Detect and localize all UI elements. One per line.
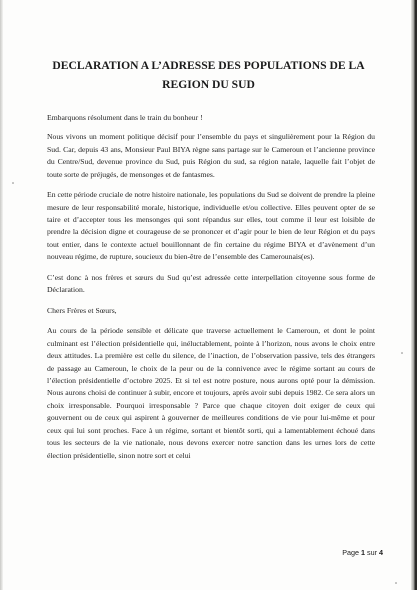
footer-of-word: sur <box>367 548 377 557</box>
paragraph: Au cours de la période sensible et délicate que traverse actuellement le Cameroun, et dont le point culminant est l’élection présidentielle qui, inéluctablement, pointe à l’horizon, nous avons le choix entre deux attitudes. La première est celle du silence, de l’inaction, de l’observation passive, tels des étrangers de passage au Cameroun, le choix de la peur ou de la connivence avec le régime sortant au cours de l’élection présidentielle d’octobre 2025. Et si tel est notre posture, nous aurons opté pour la démission. Nous aurons choisi de continuer à subir, encore et toujours, après avoir subi depuis 1982. Ce sera alors un choix irresponsable. Pourquoi irresponsable ? Parce que chaque citoyen doit exiger de ceux qui gouvernent ou de ceux qui aspirent à gouverner de meilleures conditions de vie pour lui-même et pour ceux qui lui sont proches. Face à un régime, sortant et bientôt sorti, qui a lamentablement échoué dans tous les secteurs de la vie nationale, nous devons exercer notre sanction dans les urnes lors de cette élection présidentielle, sinon notre sort et celui <box>47 326 375 460</box>
paragraph: C’est donc à nos frères et sœurs du Sud qu’est adressée cette interpellation citoyenne sous forme de Déclaration. <box>47 272 375 295</box>
document-body <box>47 112 375 470</box>
page-footer <box>342 548 383 557</box>
title-line-1: DECLARATION A L’ADRESSE DES POPULATIONS DE LA <box>52 59 365 72</box>
page-edge-right <box>411 0 417 590</box>
footer-page-word: Page <box>342 548 359 557</box>
salutation: Chers Frères et Sœurs, <box>47 305 117 315</box>
paragraph-opening: Embarquons résolument dans le train du bonheur ! <box>47 113 203 122</box>
scan-speck <box>401 352 403 354</box>
paragraph: Nous vivons un moment politique décisif pour l’ensemble du pays et singulièrement pour la Région du Sud. Car, depuis 43 ans, Monsieur Paul BIYA règne sans partage sur le Cameroun et l’ancienne province du Centre/Sud, devenue province du Sud, puis Région du sud, sa région natale, laquelle fait l’objet de toute sorte de préjugés, de mensonges et de fantasmes. <box>47 132 375 179</box>
scan-speck <box>12 182 14 184</box>
page-edge-left <box>0 0 3 590</box>
scan-speck <box>395 582 397 584</box>
footer-total-pages: 4 <box>379 548 383 557</box>
footer-page-number: 1 <box>361 548 365 557</box>
paragraph: En cette période cruciale de notre histoire nationale, les populations du Sud se doivent de prendre la pleine mesure de leur responsabilité morale, historique, individuelle et/ou collective. Elles peuvent opter de se taire et d’accepter tous les mensonges qui sont répandus sur elles, tout comme il leur est loisible de prendre la décision digne et courageuse de se prononcer et d’agir pour le bien de leur Région et du pays tout entier, dans le contexte actuel bouillonnant de fin certaine du régime BIYA et d’avènement d’un nouveau régime, de rupture, soucieux du bien-être de l’ensemble des Camerounais(es). <box>47 190 375 262</box>
document-title <box>30 56 387 94</box>
title-line-2: REGION DU SUD <box>162 78 255 91</box>
